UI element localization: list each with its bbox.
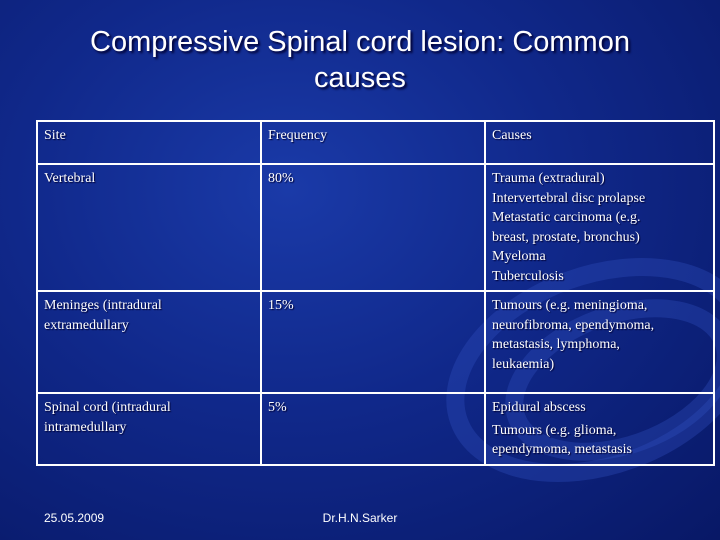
cell-text: Intervertebral disc prolapse xyxy=(492,190,646,206)
cell-text: Metastatic carcinoma (e.g. xyxy=(492,210,641,225)
slide-title xyxy=(0,24,720,96)
cell-text: Tumours (e.g. glioma, xyxy=(492,422,617,438)
cell-text: ependymoma, metastasis xyxy=(492,442,632,457)
cell-text: metastasis, lymphoma, xyxy=(492,337,620,352)
table-row xyxy=(37,393,714,465)
header-site: Site xyxy=(37,121,261,164)
cell-frequency: 80% xyxy=(261,164,485,291)
cell-frequency: 15% xyxy=(261,291,485,393)
cell-text: Spinal cord (intradural xyxy=(44,400,171,415)
footer-date: 25.05.2009 xyxy=(44,511,105,525)
cell-text: extramedullary xyxy=(44,317,129,333)
causes-table xyxy=(36,120,715,466)
cell-site xyxy=(37,291,261,393)
cell-text: intramedullary xyxy=(44,419,127,435)
cell-text: Tuberculosis xyxy=(492,268,564,284)
cell-text: Tumours (e.g. meningioma, xyxy=(492,298,648,313)
cell-causes xyxy=(485,164,714,291)
table-row xyxy=(37,164,714,291)
cell-text: breast, prostate, bronchus) xyxy=(492,229,640,245)
cell-text: neurofibroma, ependymoma, xyxy=(492,317,655,333)
title-line-2: causes xyxy=(314,62,406,94)
cell-causes xyxy=(485,291,714,393)
cell-site xyxy=(37,393,261,465)
cell-text: Meninges (intradural xyxy=(44,298,162,313)
cell-causes xyxy=(485,393,714,465)
header-causes: Causes xyxy=(485,121,714,164)
cell-text: leukaemia) xyxy=(492,356,555,372)
cell-text: Vertebral xyxy=(44,171,96,186)
cell-site xyxy=(37,164,261,291)
cell-text: Myeloma xyxy=(492,249,546,264)
title-line-1: Compressive Spinal cord lesion: Common xyxy=(90,26,630,58)
cell-frequency: 5% xyxy=(261,393,485,465)
table-header-row xyxy=(37,121,714,164)
table-row xyxy=(37,291,714,393)
footer-author: Dr.H.N.Sarker xyxy=(322,511,398,525)
cell-text: Epidural abscess xyxy=(492,400,586,415)
cell-text: Trauma (extradural) xyxy=(492,171,605,186)
header-frequency: Frequency xyxy=(261,121,485,164)
